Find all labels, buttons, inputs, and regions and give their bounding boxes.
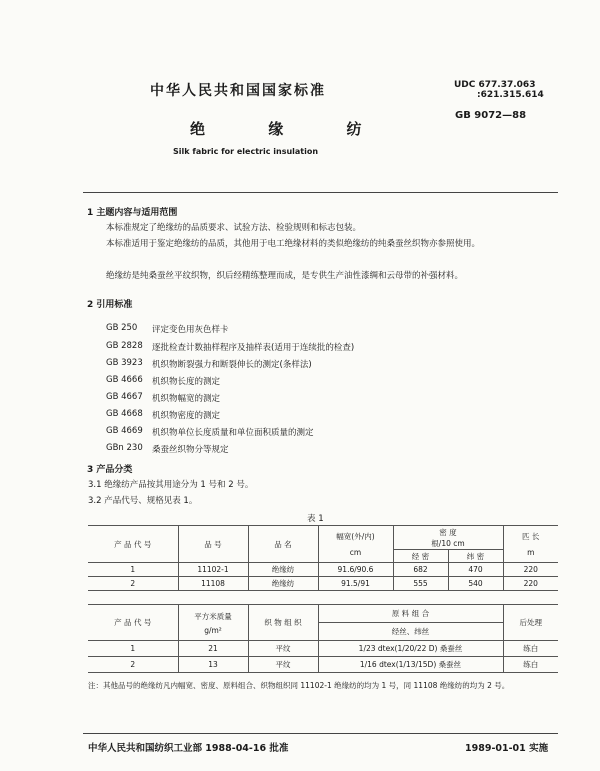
header-mass	[178, 605, 248, 641]
ref-title: 评定变色用灰色样卡	[152, 325, 229, 335]
table-row	[88, 563, 558, 577]
header-width-label: 幅宽(外/内)	[336, 532, 375, 541]
header-material: 原 料 组 合	[318, 605, 503, 623]
header-width-unit: cm	[349, 548, 362, 557]
ref-code: GB 4669	[106, 426, 143, 436]
header-length-unit: m	[527, 548, 535, 557]
footer-divider	[83, 733, 558, 734]
header-mass-label: 平方米质量	[194, 611, 232, 621]
cell-weave: 平纹	[248, 641, 318, 657]
section1-heading: 1 主题内容与适用范围	[87, 208, 178, 218]
cell-finish: 练白	[503, 657, 558, 673]
section3-item1: 3.1 绝缘纺产品按其用途分为 1 号和 2 号。	[88, 480, 254, 490]
ref-title: 机织物断裂强力和断裂伸长的测定(条样法)	[152, 360, 312, 370]
header-weave: 织 物 组 织	[248, 605, 318, 641]
section1-para2: 本标准适用于鉴定绝缘纺的品质，其他用于电工绝缘材料的类似绝缘纺的纯桑蚕丝织物亦参照使用。	[106, 239, 481, 249]
spec-table-lower	[88, 604, 558, 673]
cell-code: 1	[88, 641, 178, 657]
cell-finish: 练白	[503, 641, 558, 657]
udc-code-line1: UDC 677.37.063	[454, 80, 536, 90]
table-note: 注：其他品号的绝缘纺凡内幅宽、密度、原料组合、织物组织同 11102-1 绝缘纺的均为 1 号，同 11108 绝缘纺的均为 2 号。	[88, 681, 510, 690]
gb-number: GB 9072—88	[455, 110, 527, 121]
spec-table-upper	[88, 525, 558, 591]
header-product-code-2: 产 品 代 号	[88, 605, 178, 641]
cell-name: 绝缘纺	[248, 577, 318, 591]
header-density-label: 密 度	[439, 527, 457, 537]
cell-mass: 21	[178, 641, 248, 657]
cell-weft: 540	[448, 577, 503, 591]
table-caption: 表 1	[307, 514, 324, 524]
cell-code: 1	[88, 563, 178, 577]
ref-title: 机织物幅宽的测定	[152, 394, 221, 404]
header-finish: 后处理	[503, 605, 558, 641]
ref-title: 机织物单位长度质量和单位面积质量的测定	[152, 428, 314, 438]
cell-weave: 平纹	[248, 657, 318, 673]
cell-material: 1/16 dtex(1/13/15D) 桑蚕丝	[318, 657, 503, 673]
header-warp-density: 经 密	[393, 550, 448, 563]
header-density-unit: 根/10 cm	[431, 538, 465, 548]
cell-no: 11108	[178, 577, 248, 591]
ref-title: 逐批检查计数抽样程序及抽样表(适用于连续批的检查)	[152, 343, 355, 353]
standard-org-title: 中华人民共和国国家标准	[150, 83, 326, 99]
udc-code-line2: :621.315.614	[477, 90, 544, 100]
document-subtitle-en: Silk fabric for electric insulation	[173, 147, 319, 156]
cell-material: 1/23 dtex(1/20/22 D) 桑蚕丝	[318, 641, 503, 657]
header-material-sub: 经丝、纬丝	[318, 623, 503, 641]
cell-code: 2	[88, 657, 178, 673]
ref-title: 机织物密度的测定	[152, 411, 221, 421]
ref-code: GB 4667	[106, 392, 143, 402]
table-row	[88, 577, 558, 591]
ref-code: GB 3923	[106, 358, 143, 368]
ref-title: 机织物长度的测定	[152, 377, 221, 387]
approval-line: 中华人民共和国纺织工业部 1988-04-16 批准	[88, 743, 289, 754]
header-width	[318, 526, 393, 563]
header-divider	[83, 192, 558, 193]
cell-warp: 555	[393, 577, 448, 591]
cell-warp: 682	[393, 563, 448, 577]
effective-date: 1989-01-01 实施	[465, 743, 549, 754]
header-product-code: 产 品 代 号	[88, 526, 178, 563]
cell-width: 91.6/90.6	[318, 563, 393, 577]
ref-title: 桑蚕丝织物分等规定	[152, 445, 229, 455]
header-item-no: 品 号	[178, 526, 248, 563]
header-density	[393, 526, 503, 550]
cell-no: 11102-1	[178, 563, 248, 577]
cell-name: 绝缘纺	[248, 563, 318, 577]
ref-code: GB 2828	[106, 341, 143, 351]
document-title: 绝 缘 纺	[190, 120, 382, 138]
cell-mass: 13	[178, 657, 248, 673]
header-piece-length	[503, 526, 558, 563]
cell-width: 91.5/91	[318, 577, 393, 591]
section1-para1: 本标准规定了绝缘纺的品质要求、试验方法、检验规则和标志包装。	[106, 223, 362, 233]
header-length-label: 匹 长	[522, 532, 540, 541]
cell-length: 220	[503, 563, 558, 577]
section3-item2: 3.2 产品代号、规格见表 1。	[88, 496, 198, 506]
table-row	[88, 641, 558, 657]
section3-heading: 3 产品分类	[87, 465, 133, 475]
cell-length: 220	[503, 577, 558, 591]
header-mass-unit: g/m²	[204, 625, 222, 635]
header-product-name: 品 名	[248, 526, 318, 563]
section1-para3: 绝缘纺是纯桑蚕丝平纹织物，织后经精练整理而成，是专供生产油性漆绸和云母带的补强材料。	[106, 271, 464, 281]
header-weft-density: 纬 密	[448, 550, 503, 563]
ref-code: GBn 230	[106, 443, 143, 453]
cell-code: 2	[88, 577, 178, 591]
ref-code: GB 4666	[106, 375, 143, 385]
ref-code: GB 4668	[106, 409, 143, 419]
cell-weft: 470	[448, 563, 503, 577]
table-row	[88, 657, 558, 673]
section2-heading: 2 引用标准	[87, 300, 133, 310]
ref-code: GB 250	[106, 323, 138, 333]
